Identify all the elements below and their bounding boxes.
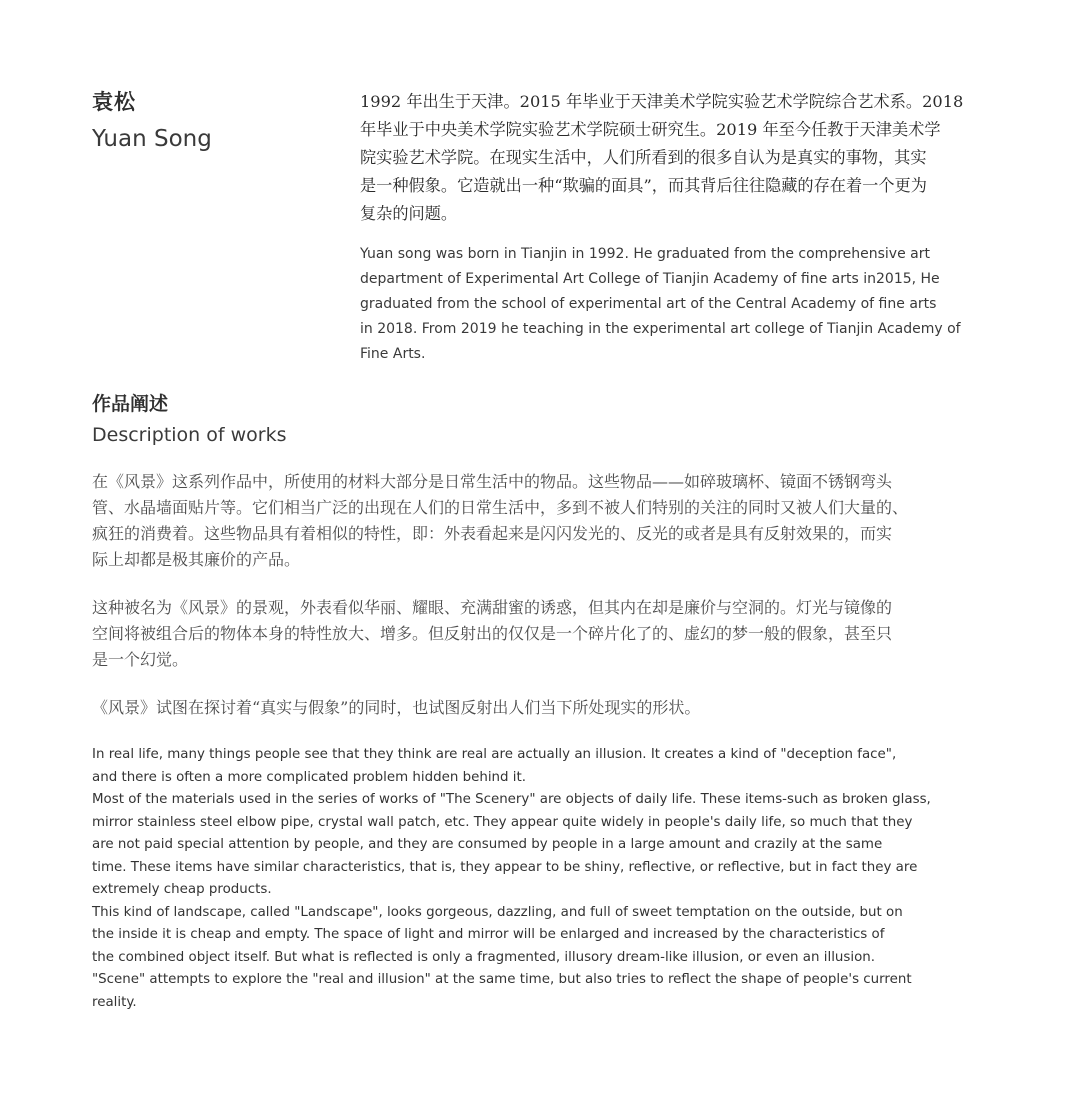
description-english-line: extremely cheap products. (92, 882, 272, 897)
description-chinese-paragraph-2 (92, 595, 992, 673)
description-english-line: This kind of landscape, called "Landscape", looks gorgeous, dazzling, and full of sweet temptation on the outside, but on (92, 904, 903, 920)
description-english-line: and there is often a more complicated problem hidden behind it. (92, 769, 527, 785)
bio-english-line: department of Experimental Art College of Tianjin Academy of fine arts in2015, He (360, 271, 940, 287)
bio-english (360, 242, 980, 367)
description-english-line: "Scene" attempts to explore the "real and illusion" at the same time, but also tries to reflect the shape of people's current (92, 972, 912, 987)
description-english-line: the inside it is cheap and empty. The space of light and mirror will be enlarged and increased by the characteristics of (92, 927, 885, 942)
paragraph-line: 《风景》试图在探讨着“真实与假象”的同时，也试图反射出人们当下所处现实的形状。 (92, 698, 701, 717)
bio-chinese-line: 复杂的问题。 (360, 204, 458, 223)
bio-chinese-line: 院实验艺术学院。在现实生活中，人们所看到的很多自认为是真实的事物，其实 (360, 148, 927, 167)
bio-chinese-line: 是一种假象。它造就出一种“欺骗的面具”，而其背后往往隐藏的存在着一个更为 (360, 176, 927, 195)
paragraph-line: 在《风景》这系列作品中，所使用的材料大部分是日常生活中的物品。这些物品——如碎玻璃杯、镜面不锈钢弯头 (92, 472, 893, 491)
bio-english-line: graduated from the school of experimental art of the Central Academy of fine arts (360, 296, 937, 312)
description-english-line: reality. (92, 994, 137, 1010)
artist-name-chinese: 袁松 (92, 89, 136, 114)
description-english-line: Most of the materials used in the series of works of "The Scenery" are objects of daily life. These items-such as broken glass, (92, 792, 931, 807)
bio-english-line: Fine Arts. (360, 346, 426, 362)
description-english (92, 744, 992, 1014)
paragraph-line: 际上却都是极其廉价的产品。 (92, 550, 301, 569)
description-english-line: In real life, many things people see that they think are real are actually an illusion. It creates a kind of "deception face", (92, 747, 897, 762)
paragraph-line: 疯狂的消费着。这些物品具有着相似的特性，即：外表看起来是闪闪发光的、反光的或者是具有反射效果的，而实 (92, 524, 893, 543)
bio-chinese (360, 88, 980, 228)
bio-english-line: Yuan song was born in Tianjin in 1992. He graduated from the comprehensive art (360, 246, 930, 262)
bio-chinese-line: 年毕业于中央美术学院实验艺术学院硕士研究生。2019 年至今任教于天津美术学 (360, 120, 941, 139)
description-english-line: mirror stainless steel elbow pipe, crystal wall patch, etc. They appear quite widely in people's daily life, so much that they (92, 814, 913, 830)
description-chinese-paragraph-3 (92, 695, 992, 721)
paragraph-line: 是一个幻觉。 (92, 650, 189, 669)
section-heading-english: Description of works (92, 424, 287, 446)
description-english-line: the combined object itself. But what is reflected is only a fragmented, illusory dream-like illusion, or even an illusion. (92, 949, 876, 965)
artist-name-english: Yuan Song (92, 126, 212, 152)
paragraph-line: 这种被名为《风景》的景观，外表看似华丽、耀眼、充满甜蜜的诱惑，但其内在却是廉价与空洞的。灯光与镜像的 (92, 598, 893, 617)
paragraph-line: 管、水晶墙面贴片等。它们相当广泛的出现在人们的日常生活中，多到不被人们特别的关注的同时又被人们大量的、 (92, 498, 909, 517)
bio-english-line: in 2018. From 2019 he teaching in the experimental art college of Tianjin Academy of (360, 321, 961, 337)
description-chinese-paragraph-1 (92, 469, 992, 573)
paragraph-line: 空间将被组合后的物体本身的特性放大、增多。但反射出的仅仅是一个碎片化了的、虚幻的梦一般的假象，甚至只 (92, 624, 893, 643)
bio-chinese-line: 1992 年出生于天津。2015 年毕业于天津美术学院实验艺术学院综合艺术系。2018 (360, 92, 964, 111)
description-english-line: time. These items have similar characteristics, that is, they appear to be shiny, reflective, or reflective, but in fact they are (92, 859, 918, 875)
section-heading-chinese: 作品阐述 (92, 393, 169, 415)
description-english-line: are not paid special attention by people, and they are consumed by people in a large amount and crazily at the same (92, 837, 883, 852)
